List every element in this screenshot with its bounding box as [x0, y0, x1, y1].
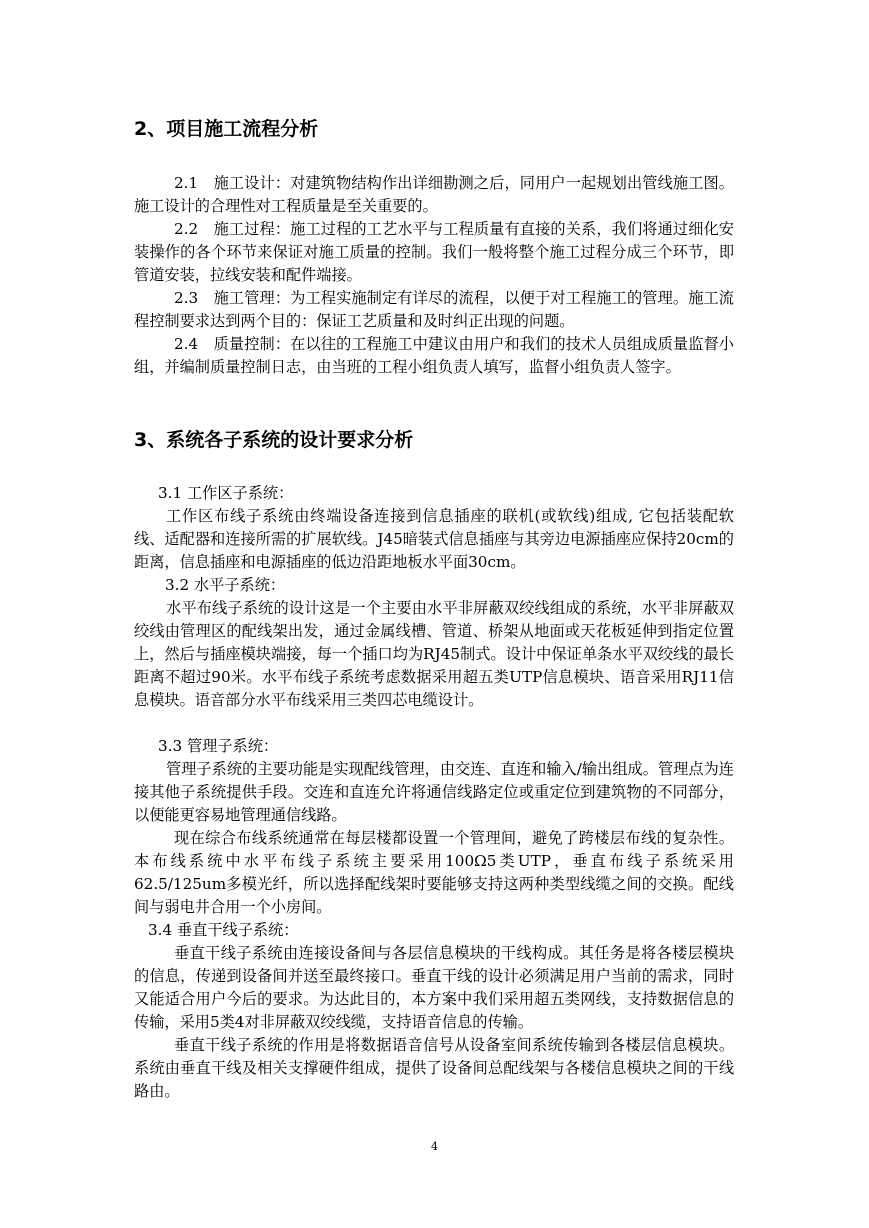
- paragraph-2-3: 2.3 施工管理：为工程实施制定有详尽的流程，以便于对工程施工的管理。施工流程控制要求达到两个目的：保证工艺质量和及时纠正出现的问题。: [134, 289, 734, 330]
- subsection-3-3-title: 3.3 管理子系统：: [158, 737, 279, 755]
- paragraph-2-4: 2.4 质量控制：在以往的工程施工中建议由用户和我们的技术人员组成质量监督小组，并编制质量控制日志，由当班的工程小组负责人填写，监督小组负责人签字。: [134, 335, 734, 376]
- paragraph-2-1: 2.1 施工设计：对建筑物结构作出详细勘测之后，同用户一起规划出管线施工图。施工设计的合理性对工程质量是至关重要的。: [134, 174, 734, 215]
- paragraph-3-3-b: 现在综合布线系统通常在每层楼都设置一个管理间，避免了跨楼层布线的复杂性。本布线系统中水平布线子系统主要采用100Ω5类UTP，垂直布线子系统采用62.5/125um多模光纤，所以选择配线架时要能够支持这两种类型线缆之间的交换。配线间与弱电井合用一个小房间。: [134, 829, 734, 916]
- paragraph-3-3-a: 管理子系统的主要功能是实现配线管理，由交连、直连和输入/输出组成。管理点为连接其他子系统提供手段。交连和直连允许将通信线路定位或重定位到建筑物的不同部分，以便能更容易地管理通信线路。: [134, 760, 734, 824]
- section-2-heading: 2、项目施工流程分析: [134, 118, 319, 140]
- subsection-3-1-title: 3.1 工作区子系统：: [158, 484, 294, 502]
- paragraph-2-2: 2.2 施工过程：施工过程的工艺水平与工程质量有直接的关系，我们将通过细化安装操作的各个环节来保证对施工质量的控制。我们一般将整个施工过程分成三个环节，即管道安装，拉线安装和配件端接。: [134, 220, 734, 284]
- paragraph-3-4-a: 垂直干线子系统由连接设备间与各层信息模块的干线构成。其任务是将各楼层模块的信息，传递到设备间并送至最终接口。垂直干线的设计必须满足用户当前的需求，同时又能适合用户今后的要求。为达此目的，本方案中我们采用超五类网线，支持数据信息的传输，采用5类4对非屏蔽双绞线缆，支持语音信息的传输。: [134, 944, 734, 1031]
- subsection-3-4-title: 3.4 垂直干线子系统：: [148, 921, 299, 939]
- paragraph-3-2: 水平布线子系统的设计这是一个主要由水平非屏蔽双绞线组成的系统，水平非屏蔽双绞线由管理区的配线架出发，通过金属线槽、管道、桥架从地面或天花板延伸到指定位置上，然后与插座模块端接，每一个插口均为RJ45制式。设计中保证单条水平双绞线的最长距离不超过90米。水平布线子系统考虑数据采用超五类UTP信息模块、语音采用RJ11信息模块。语音部分水平布线采用三类四芯电缆设计。: [134, 599, 734, 709]
- paragraph-3-1: 工作区布线子系统由终端设备连接到信息插座的联机(或软线)组成, 它包括装配软线、适配器和连接所需的扩展软线。J45暗装式信息插座与其旁边电源插座应保持20cm的距离，信息插座和电源插座的低边沿距地板水平面30cm。: [134, 507, 734, 571]
- section-3-heading: 3、系统各子系统的设计要求分析: [134, 429, 414, 451]
- paragraph-3-4-b: 垂直干线子系统的作用是将数据语音信号从设备室间系统传输到各楼层信息模块。系统由垂直干线及相关支撑硬件组成，提供了设备间总配线架与各楼信息模块之间的干线路由。: [134, 1036, 734, 1100]
- subsection-3-2-title: 3.2 水平子系统：: [165, 576, 286, 594]
- page-number: 4: [431, 1140, 438, 1153]
